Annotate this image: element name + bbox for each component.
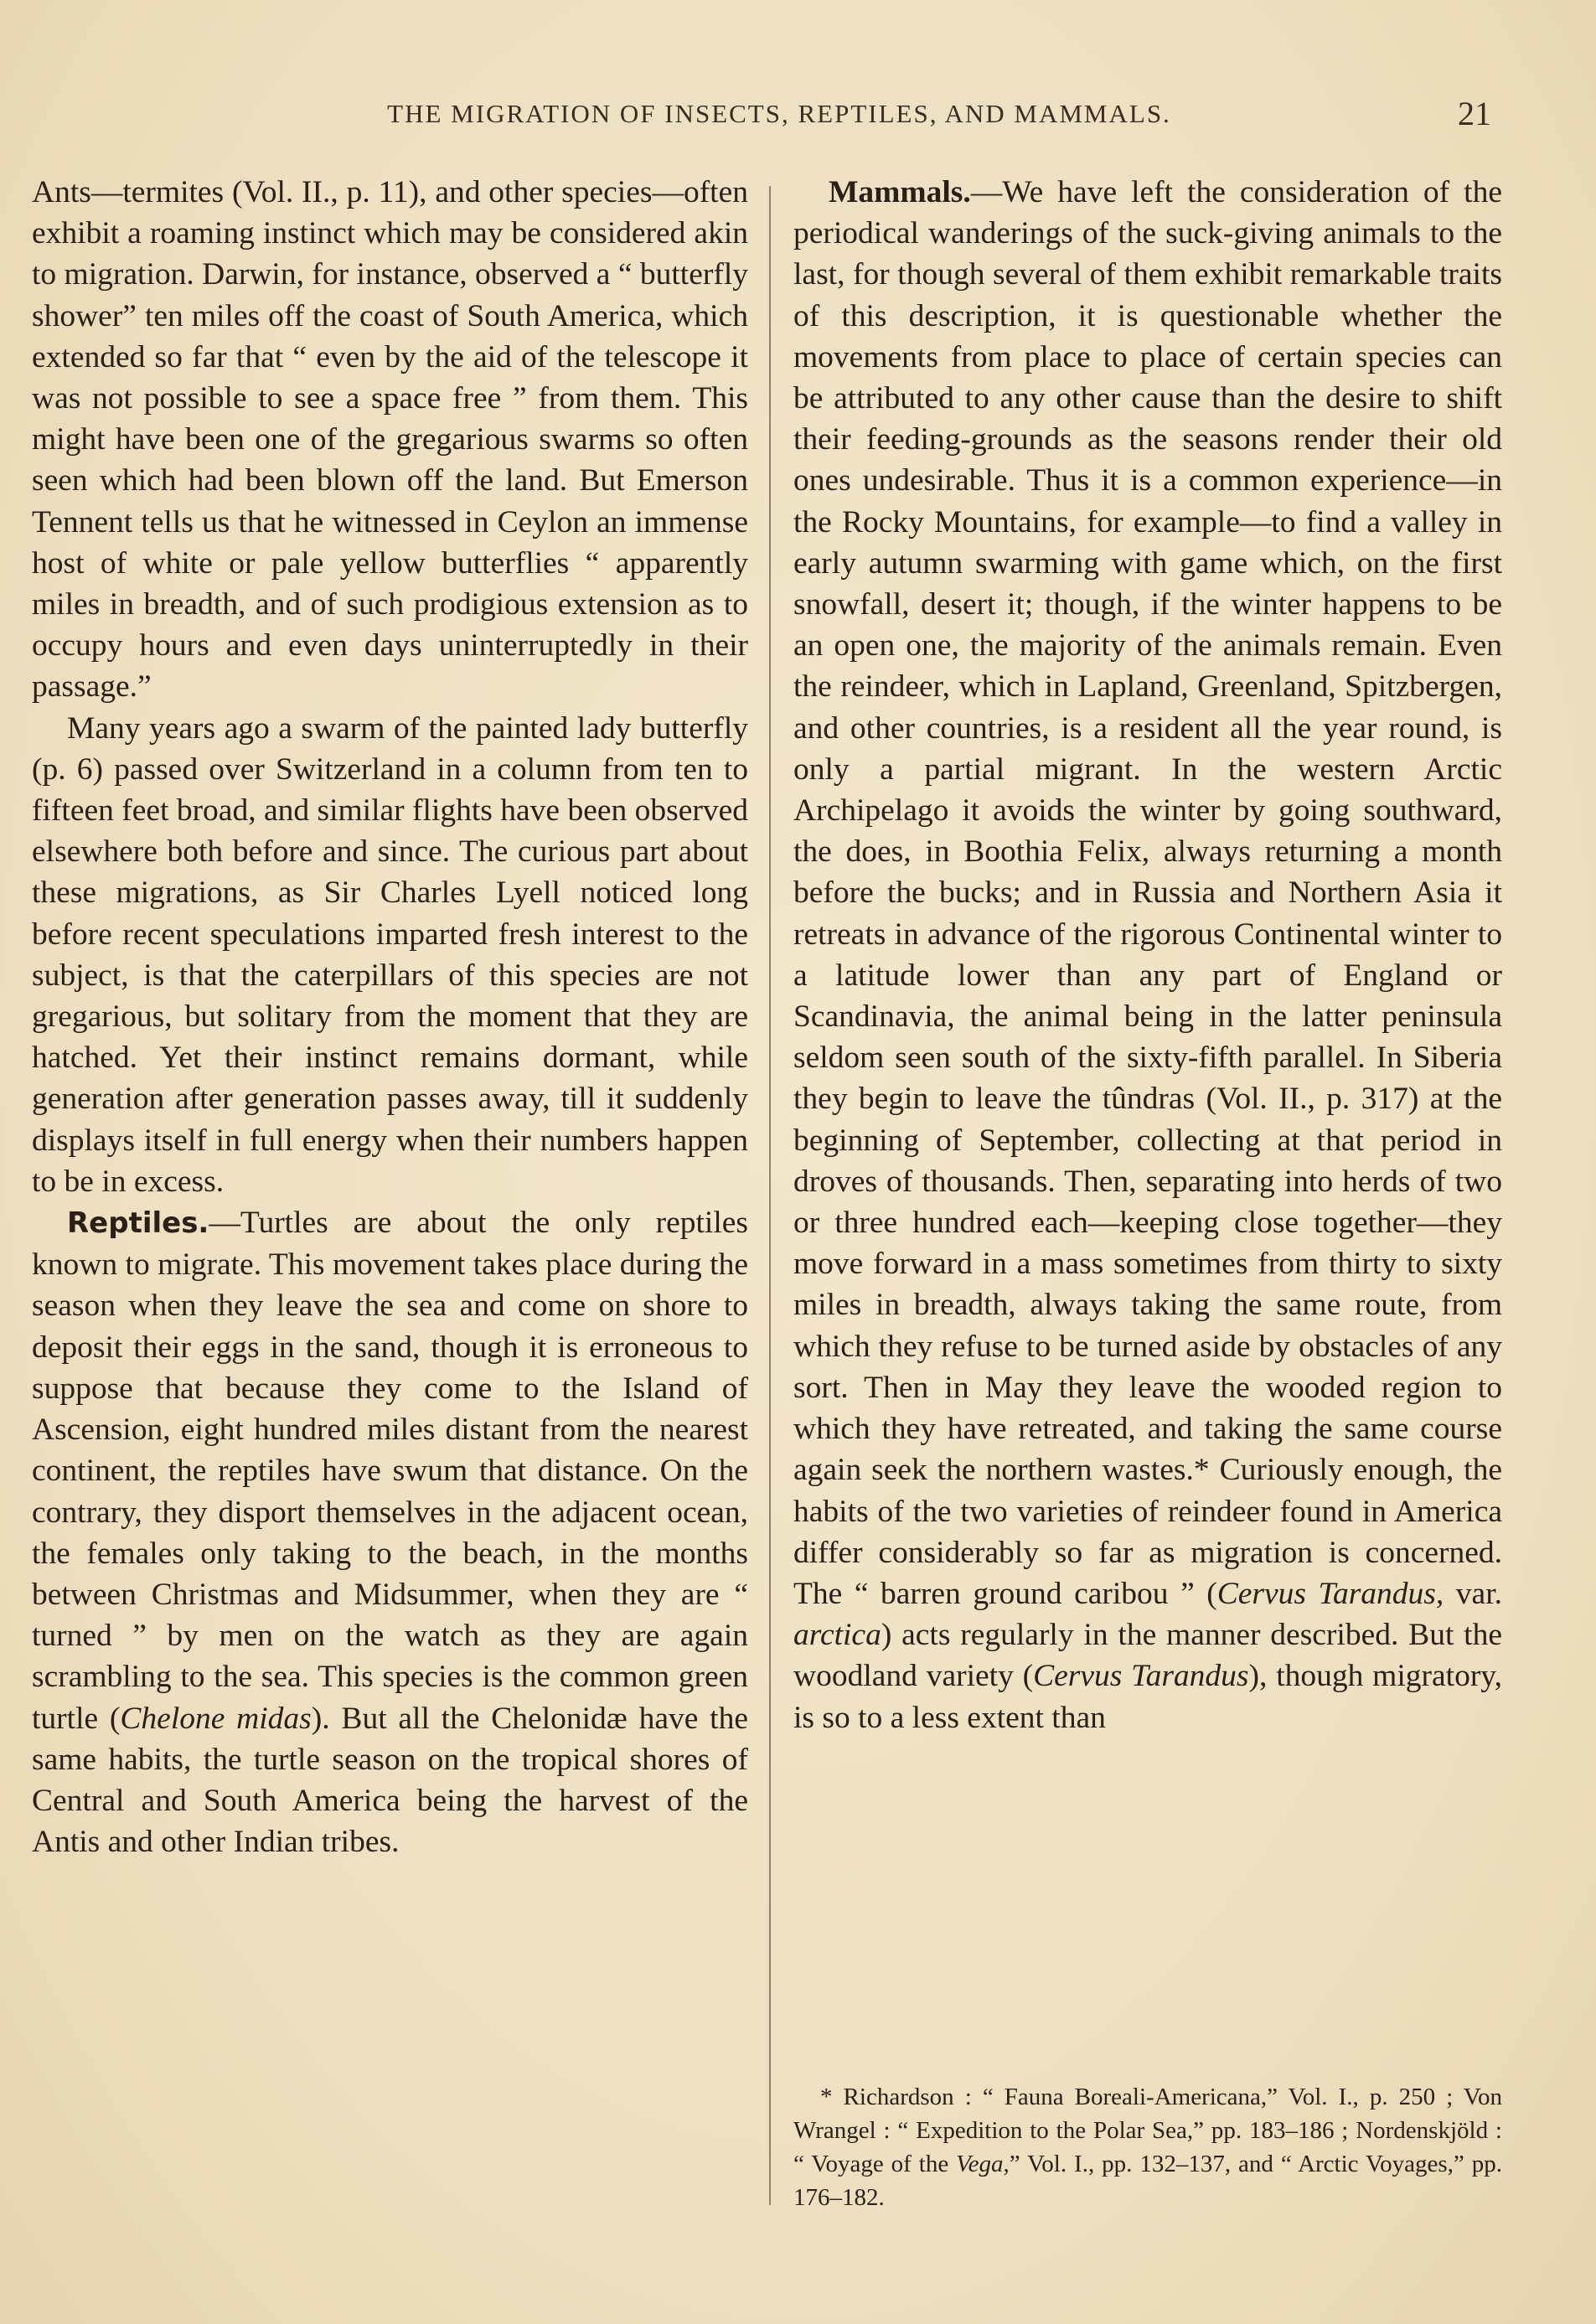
footnote [793, 2080, 1502, 2214]
mammals-text-2: var. [1444, 1576, 1502, 1611]
footnote-text [793, 2080, 1502, 2214]
section-heading-reptiles: Reptiles. [67, 1206, 209, 1241]
species-name-chelone: Chelone midas [120, 1701, 312, 1736]
species-name-cervus-1: Cervus Tarandus, [1216, 1576, 1444, 1611]
section-heading-mammals: Mammals. [829, 175, 971, 209]
mammals-text: —We have left the consideration of the periodical wanderings of the suck-giving animals to the last, for though several of them exhibit remarkable traits of this description, it is questionable whether the movements from place to place of certain species can be attributed to any other cause than the desire to shift their feeding-grounds as the seasons render their old ones undesirable. Thus it is a common experience—in the Rocky Mountains, for example—to find a valley in early autumn swarming with game which, on the first snowfall, desert it; though, if the winter happens to be an open one, the majority of the animals remain. Even the reindeer, which in Lapland, Greenland, Spitzbergen, and other countries, is a resident all the year round, is only a partial migrant. In the western Arctic Archipelago it avoids the winter by going southward, the does, in Boothia Felix, always returning a month before the bucks; and in Russia and Northern Asia it retreats in advance of the rigorous Continental winter to a latitude lower than any part of England or Scandinavia, the animal being in the latter peninsula seldom seen south of the sixty-fifth parallel. In Siberia they begin to leave the tûndras (Vol. II., p. 317) at the beginning of September, collecting at that period in droves of thousands. Then, separating into herds of two or three hundred each—keeping close together—they move forward in a mass sometimes from thirty to sixty miles in breadth, always taking the same route, from which they refuse to be turned aside by obstacles of any sort. Then in May they leave the wooded region to which they have retreated, and taking the same course again seek the northern wastes.* Curiously enough, the habits of the two varieties of reindeer found in America differ considerably so far as migration is concerned. The “ barren ground caribou ” ( [793, 175, 1502, 1611]
footnote-vega: Vega [956, 2151, 1004, 2177]
mammals-text-4: ), though migratory, is so to a less extent than [793, 1659, 1502, 1735]
left-column [32, 172, 748, 1862]
reptiles-text: —Turtles are about the only reptiles known to migrate. This movement takes place during the season when they leave the sea and come on shore to deposit their eggs in the sand, though it is erroneous to suppose that because they come to the Island of Ascension, eight hundred miles distant from the nearest continent, the reptiles have swum that distance. On the contrary, they disport themselves in the adjacent ocean, the females only taking to the beach, in the months between Christmas and Midsummer, when they are “ turned ” by men on the watch as they are again scrambling to the sea. This species is the common green turtle ( [32, 1206, 748, 1736]
species-name-cervus-2: Cervus Tarandus [1033, 1659, 1249, 1694]
paragraph-ants-butterflies: Ants—termites (Vol. II., p. 11), and other species—often exhibit a roaming instinct which may be considered akin to migration. Darwin, for instance, observed a “ butterfly shower” ten miles off the coast of South America, which extended so far that “ even by the aid of the telescope it was not possible to see a space free ” from them. This might have been one of the gregarious swarms so often seen which had been blown off the land. But Emerson Tennent tells us that he witnessed in Ceylon an immense host of white or pale yellow butterflies “ apparently miles in breadth, and of such prodigious extension as to occupy hours and even days uninterruptedly in their passage.” [32, 175, 748, 705]
paragraph-painted-lady: Many years ago a swarm of the painted lady butterfly (p. 6) passed over Switzerland in a column from ten to fifteen feet broad, and similar flights have been observed elsewhere both before and since. The curious part about these migrations, as Sir Charles Lyell noticed long before recent speculations imparted fresh interest to the subject, is that the caterpillars of this species are not gregarious, but solitary from the moment that they are hatched. Yet their instinct remains dormant, while generation after generation passes away, till it suddenly displays itself in full energy when their numbers happen to be in excess. [32, 710, 748, 1199]
page-number: 21 [1458, 95, 1491, 132]
footnote-part-2: ,” Vol. I., pp. 132–137, and “ Arctic Voyages,” pp. 176–182. [793, 2151, 1502, 2211]
paragraph-reptiles [32, 1202, 748, 1862]
mammals-text-3: ) acts regularly in the manner described. But the woodland variety ( [793, 1618, 1502, 1694]
paragraph-mammals [793, 172, 1502, 1738]
right-column [793, 172, 1502, 1738]
reptiles-text-end: ). But all the Chelonidæ have the same habits, the turtle season on the tropical shores of Central and South America being the harvest of the Antis and other Indian tribes. [32, 1701, 748, 1860]
footnote-part-1: * Richardson : “ Fauna Boreali-Americana,” Vol. I., p. 250 ; Von Wrangel : “ Expedition to the Polar Sea,” pp. 183–186 ; Nordenskjöld : “ Voyage of the [793, 2084, 1502, 2177]
running-title: THE MIGRATION OF INSECTS, REPTILES, AND MAMMALS. [387, 99, 1171, 128]
variety-name-arctica: arctica [793, 1618, 881, 1653]
column-divider [769, 186, 771, 2205]
